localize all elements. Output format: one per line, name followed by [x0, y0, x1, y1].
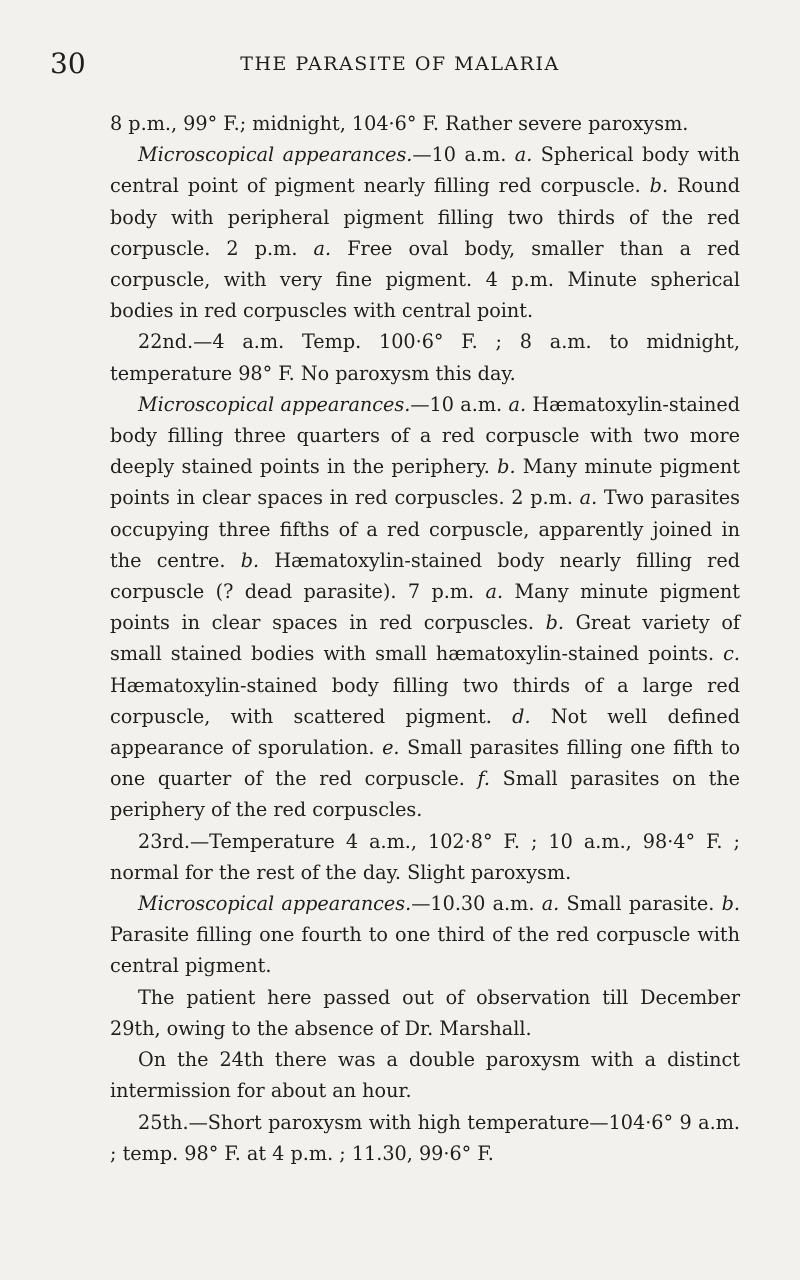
text-run: Many minute pigment points in clear spaces in red corpuscles. [110, 580, 740, 635]
text-run: Round body with peripheral pigment filling two thirds of the red corpuscle. 2 p.m. [110, 174, 740, 260]
text-run: Free oval body, smaller than a red corpuscle, with very fine pigment. 4 p.m. Minute spherical bodies in red corpuscles with central point. [110, 236, 740, 323]
italic-text: b. [649, 174, 669, 198]
text-run: Spherical body with central point of pigment nearly filling red corpuscle. [110, 143, 740, 198]
italic-text: Microscopical appearances. [138, 143, 413, 167]
text-run: Great variety of small stained bodies with small hæmatoxylin-stained points. [110, 611, 740, 666]
italic-text: a. [508, 392, 527, 416]
italic-text: f. [477, 767, 491, 791]
italic-text: e. [382, 736, 400, 760]
text-run: 8 p.m., 99° F.; midnight, 104·6° F. Rather severe paroxysm. [110, 112, 689, 135]
italic-text: b. [240, 548, 260, 572]
italic-text: b. [545, 611, 564, 635]
italic-text: c. [723, 642, 740, 666]
italic-text: a. [313, 236, 332, 260]
text-run: Hæmatoxylin-stained body filling two thirds of a large red corpuscle, with scattered pigment. [110, 673, 740, 728]
paragraph [110, 139, 740, 326]
text-run: 22nd.—4 a.m. Temp. 100·6° F. ; 8 a.m. to midnight, temperature 98° F. No paroxysm this day. [110, 330, 740, 385]
italic-text: b. [497, 455, 516, 479]
text-run: Hæmatoxylin-stained body nearly filling red corpuscle (? dead parasite). 7 p.m. [110, 548, 740, 604]
text-run: On the 24th there was a double paroxysm with a distinct intermission for about an hour. [110, 1048, 740, 1103]
paragraph [110, 1044, 740, 1106]
page-number: 30 [50, 47, 86, 80]
page-header [50, 44, 750, 84]
italic-text: Microscopical appearances. [138, 892, 412, 916]
text-run: Small parasites on the periphery of the red corpuscles. [110, 767, 740, 822]
text-run: 25th.—Short paroxysm with high temperature—104·6° 9 a.m. ; temp. 98° F. at 4 p.m. ; 11.30, 99·6° F. [110, 1110, 740, 1165]
text-run: Two parasites occupying three fifths of a red corpuscle, apparently joined in the centre. [110, 486, 740, 572]
text-run: Parasite filling one fourth to one third of the red corpuscle with central pigment. [110, 923, 740, 978]
paragraph [110, 826, 740, 888]
italic-text: Microscopical appearances. [138, 392, 411, 416]
italic-text: a. [541, 892, 560, 916]
text-run: The patient here passed out of observation till December 29th, owing to the absence of Dr. Marshall. [110, 985, 740, 1040]
paragraph [110, 108, 740, 139]
paragraph [110, 326, 740, 388]
text-run: Hæmatoxylin-stained body filling three quarters of a red corpuscle with two more deeply stained points in the periphery. [110, 392, 740, 479]
text-run: 23rd.—Temperature 4 a.m., 102·8° F. ; 10 a.m., 98·4° F. ; normal for the rest of the day. Slight paroxysm. [110, 829, 740, 884]
text-run: —10 a.m. [410, 392, 509, 416]
text-run: —10 a.m. [412, 143, 515, 167]
italic-text: a. [485, 580, 504, 604]
text-run: Many minute pigment points in clear spaces in red corpuscles. 2 p.m. [110, 455, 740, 510]
text-run: Not well defined appearance of sporulation. [110, 704, 740, 760]
paragraph [110, 389, 740, 826]
paragraph [110, 982, 740, 1044]
paragraph [110, 1107, 740, 1169]
paragraph [110, 888, 740, 982]
italic-text: b. [721, 892, 740, 916]
page-body [110, 108, 740, 1169]
italic-text: a. [579, 486, 598, 510]
text-run: Small parasite. [559, 892, 722, 916]
italic-text: a. [514, 143, 533, 167]
text-run: Small parasites filling one fifth to one quarter of the red corpuscle. [110, 736, 740, 791]
italic-text: d. [512, 704, 531, 728]
running-title: THE PARASITE OF MALARIA [240, 53, 560, 75]
text-run: —10.30 a.m. [411, 892, 542, 916]
